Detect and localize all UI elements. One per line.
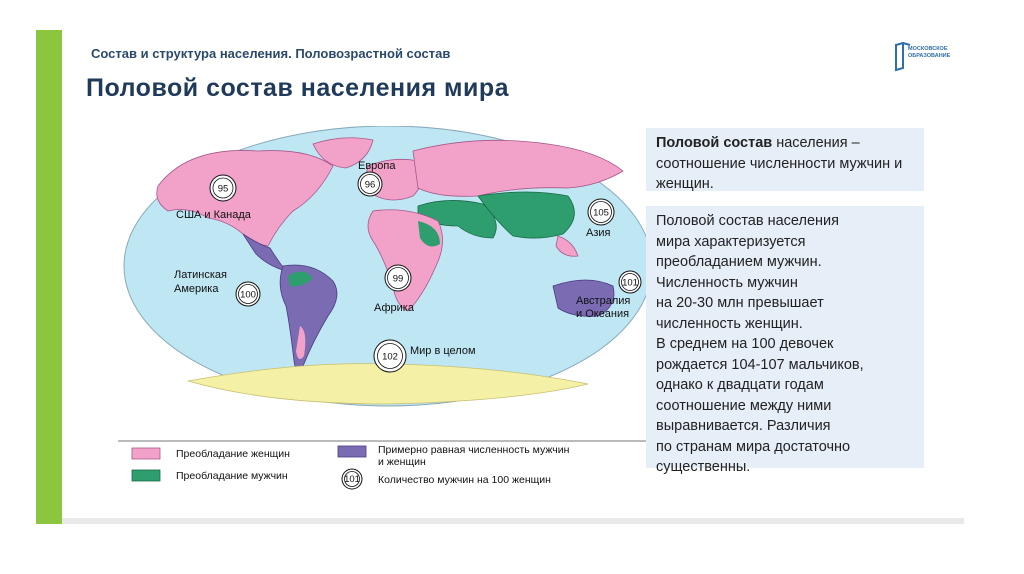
legend-count-label: Количество мужчин на 100 женщин	[378, 474, 551, 486]
latin-america-label-2: Америка	[174, 283, 219, 295]
africa-value: 99	[392, 273, 404, 285]
bottom-divider	[62, 518, 964, 524]
europe-value: 96	[364, 179, 376, 191]
description-box	[646, 206, 924, 475]
asia-label: Азия	[586, 227, 611, 239]
description-line: преобладанием мужчин.	[656, 254, 822, 270]
description-text	[656, 211, 924, 478]
map-svg	[118, 126, 658, 516]
section-subtitle: Состав и структура населения. Половозрастной состав	[91, 46, 451, 61]
world-label: Мир в целом	[410, 345, 476, 357]
description-line: выравнивается. Различия	[656, 418, 831, 434]
latin-america-label-1: Латинская	[174, 269, 227, 281]
slide	[36, 30, 964, 524]
description-line: однако к двадцати годам	[656, 377, 824, 393]
description-line: Половой состав населения	[656, 213, 839, 229]
description-line: соотношение между ними	[656, 397, 832, 414]
logo-line1: МОСКОВСКОЕ	[908, 46, 948, 52]
world-value: 102	[382, 351, 398, 363]
legend-women-swatch	[132, 448, 160, 459]
description-line: мира характеризуется	[656, 233, 806, 250]
australia-label-2: и Океания	[576, 308, 630, 320]
definition-text	[656, 133, 924, 195]
legend-equal-swatch	[338, 446, 366, 457]
definition-box	[646, 128, 924, 191]
description-line: по странам мира достаточно	[656, 438, 851, 455]
latin-america-value: 100	[240, 289, 256, 301]
page-title: Половой состав населения мира	[86, 74, 510, 102]
region-asia	[586, 199, 614, 239]
description-line: на 20-30 млн превышает	[656, 295, 824, 311]
usa-canada-value: 95	[217, 183, 229, 195]
logo	[894, 38, 958, 84]
legend-women-label: Преобладание женщин	[176, 448, 290, 460]
europe-label: Европа	[358, 160, 396, 172]
legend-men-label: Преобладание мужчин	[176, 470, 288, 482]
map-legend	[118, 440, 658, 489]
accent-bar	[36, 30, 62, 524]
legend-men-swatch	[132, 470, 160, 481]
australia-value: 101	[622, 277, 638, 289]
legend-count-value: 101	[344, 474, 360, 485]
africa-label: Африка	[374, 302, 414, 314]
logo-text	[908, 46, 968, 60]
legend-equal-label-1: Примерно равная численность мужчин	[378, 444, 570, 456]
description-line: численность женщин.	[656, 315, 803, 332]
legend-divider	[118, 440, 658, 442]
logo-line2: ОБРАЗОВАНИЕ	[908, 53, 951, 59]
australia-label-1: Австралия	[576, 295, 631, 307]
definition-term: Половой состав	[656, 135, 773, 151]
usa-canada-label: США и Канада	[176, 209, 251, 221]
description-line: рождается 104-107 мальчиков,	[656, 356, 864, 373]
definition-rest: населения – соотношение численности мужчин и женщин.	[656, 135, 903, 192]
description-line: Численность мужчин	[656, 274, 798, 291]
world-map	[118, 126, 658, 516]
description-line: существенны.	[656, 459, 751, 475]
description-line: В среднем на 100 девочек	[656, 336, 834, 352]
asia-value: 105	[593, 207, 609, 219]
legend-equal-label-2: и женщин	[378, 456, 426, 468]
